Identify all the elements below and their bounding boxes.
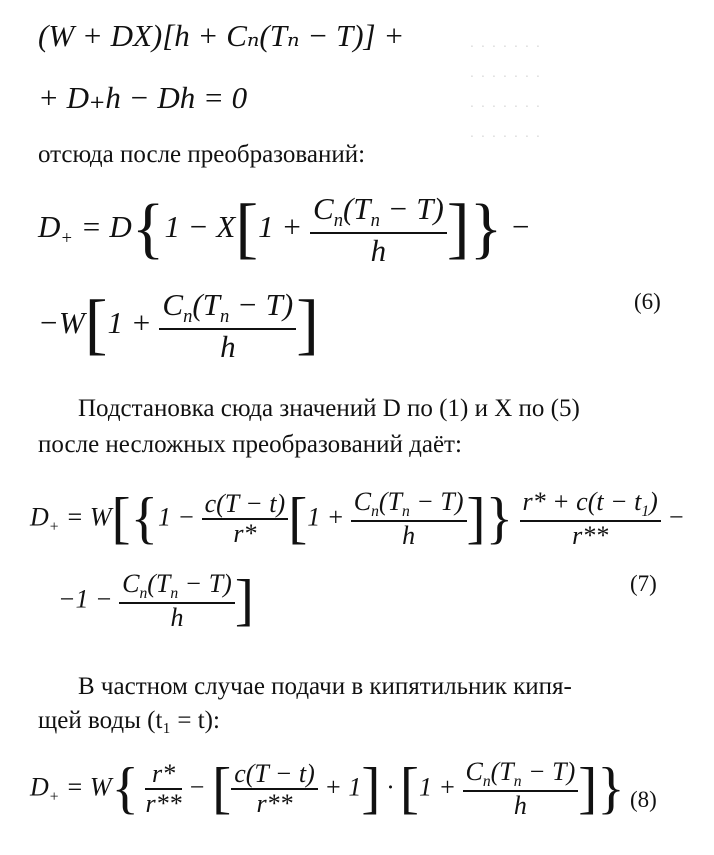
bleed-through-text: · · · · · · · <box>470 100 542 115</box>
equation-7-line1: $D_+ = W[\{1$ − $\frac{c(T - t)}{r*}$ [1 + $\frac{C_n(T_n - T)}{h}$ ]} $\frac{r* + c(t - t_1)}{r**}$ − <box>30 486 685 551</box>
equation-7-line2: −1 − $\frac{C_n(T_n - T)}{h}$ ] <box>58 568 254 633</box>
fraction: $\frac{C_n(T_n - T)}{h}$ <box>351 488 467 551</box>
bleed-through-text: · · · · · · · <box>470 70 542 85</box>
bleed-through-text: · · · · · · · <box>470 40 542 55</box>
equation-7-label: (7) <box>630 571 657 596</box>
equation-8: $D_+ = W${ $\frac{r*}{r**}$ − [ $\frac{c(T - t)}{r**}$ + 1] · [1 + $\frac{C_n(T_n - T)}{h}$ ]} <box>30 756 625 821</box>
equation-8-label: (8) <box>630 787 657 812</box>
fraction: $\frac{C_n(T_n - T)}{h}$ <box>119 570 235 633</box>
prose-substitution-line1: Подстановка сюда значений D по (1) и X по (5) <box>78 395 580 422</box>
equation-6-line2: −W[1 + $\frac{C_n(T_n - T)}{h}$ ] <box>38 285 319 364</box>
fraction: $\frac{c(T - t)}{r*}$ <box>202 490 289 549</box>
fraction: $\frac{r* + c(t - t_1)}{r**}$ <box>520 488 661 551</box>
fraction: $\frac{C_n(T_n - T)}{h}$ <box>310 192 447 268</box>
equation-top-line2: + D₊h − Dh = 0 <box>38 80 248 115</box>
prose-special-case-line2: щей воды (t₁ = t): <box>38 707 220 734</box>
prose-special-case-line1: В частном случае подачи в кипятильник кипя- <box>78 673 572 700</box>
equation-6-line1: $D_+ = D\{1 - X[1$ + $\frac{C_n(T_n - T)}{h}$ ]} − <box>38 189 531 268</box>
bleed-through-text: · · · · · · · <box>470 130 542 145</box>
fraction: $\frac{C_n(T_n - T)}{h}$ <box>159 288 296 364</box>
equation-6-label: (6) <box>634 289 661 314</box>
equation-top-line1: (W + DX)[h + Cₙ(Tₙ − T)] + <box>38 18 405 53</box>
fraction: $\frac{r*}{r**}$ <box>145 758 182 819</box>
prose-after-transform: отсюда после преобразований: <box>38 141 366 168</box>
prose-substitution-line2: после несложных преобразований даёт: <box>38 431 462 458</box>
fraction: $\frac{c(T - t)}{r**}$ <box>231 760 318 819</box>
fraction: $\frac{C_n(T_n - T)}{h}$ <box>463 758 579 821</box>
